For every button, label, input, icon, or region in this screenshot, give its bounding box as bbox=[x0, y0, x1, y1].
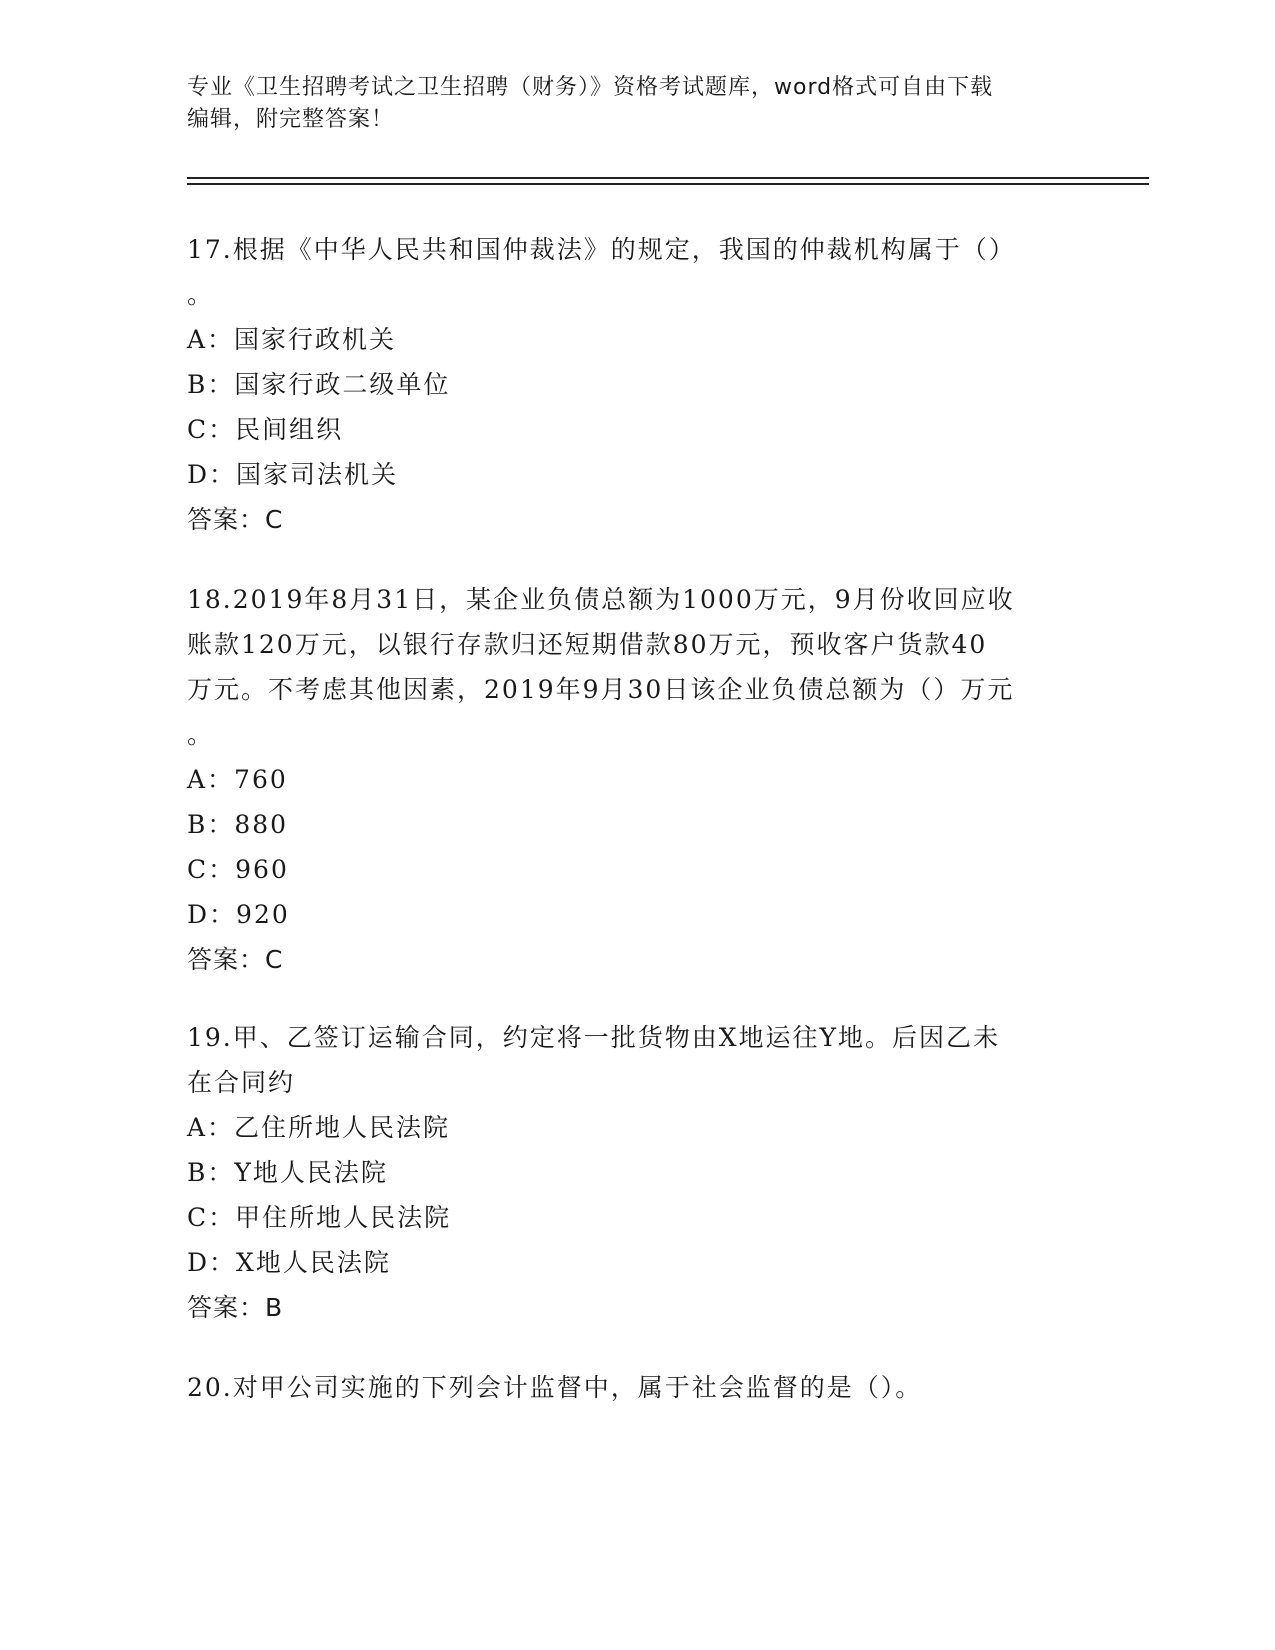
answer-value: C bbox=[265, 505, 284, 534]
answer-label: 答案： bbox=[187, 1293, 266, 1322]
answer-value: B bbox=[265, 1293, 284, 1322]
question-19 bbox=[187, 1015, 1087, 1330]
question-stem-line: 万元。不考虑其他因素，2019年9月30日该企业负债总额为（）万元 bbox=[187, 675, 1015, 704]
question-20 bbox=[187, 1365, 1087, 1410]
header-line-1: 专业《卫生招聘考试之卫生招聘（财务）》资格考试题库，word格式可自由下载 bbox=[187, 75, 994, 100]
option-d: D：920 bbox=[187, 900, 290, 929]
option-d: D：国家司法机关 bbox=[187, 460, 399, 489]
option-a: A：760 bbox=[187, 765, 288, 794]
option-a: A：乙住所地人民法院 bbox=[187, 1113, 451, 1142]
document-header bbox=[187, 72, 1087, 136]
header-divider-top bbox=[187, 177, 1149, 179]
question-stem-line: 在合同约 bbox=[187, 1068, 296, 1097]
answer-value: C bbox=[265, 945, 284, 974]
answer-label: 答案： bbox=[187, 505, 266, 534]
answer-line bbox=[187, 497, 1087, 542]
option-c: C：甲住所地人民法院 bbox=[187, 1203, 452, 1232]
question-stem-line: 18.2019年8月31日，某企业负债总额为1000万元，9月份收回应收 bbox=[187, 585, 1015, 614]
question-17 bbox=[187, 227, 1087, 542]
header-line-2: 编辑，附完整答案！ bbox=[187, 107, 395, 132]
question-stem-line: 。 bbox=[187, 720, 215, 749]
answer-line bbox=[187, 1285, 1087, 1330]
option-d: D：X地人民法院 bbox=[187, 1248, 391, 1277]
question-stem-line: 17.根据《中华人民共和国仲裁法》的规定，我国的仲裁机构属于（） bbox=[187, 235, 1016, 264]
header-divider-bottom bbox=[187, 183, 1149, 185]
option-a: A：国家行政机关 bbox=[187, 325, 397, 354]
option-b: B：国家行政二级单位 bbox=[187, 370, 451, 399]
question-18 bbox=[187, 577, 1087, 982]
option-c: C：民间组织 bbox=[187, 415, 344, 444]
question-stem-line: 账款120万元，以银行存款归还短期借款80万元，预收客户货款40 bbox=[187, 630, 988, 659]
option-b: B：880 bbox=[187, 810, 289, 839]
answer-label: 答案： bbox=[187, 945, 266, 974]
option-b: B：Y地人民法院 bbox=[187, 1158, 388, 1187]
question-stem-line: 20.对甲公司实施的下列会计监督中，属于社会监督的是（）。 bbox=[187, 1373, 923, 1402]
option-c: C：960 bbox=[187, 855, 289, 884]
answer-line bbox=[187, 937, 1087, 982]
question-stem-line: 19.甲、乙签订运输合同，约定将一批货物由X地运往Y地。后因乙未 bbox=[187, 1023, 1001, 1052]
question-stem-line: 。 bbox=[187, 280, 215, 309]
